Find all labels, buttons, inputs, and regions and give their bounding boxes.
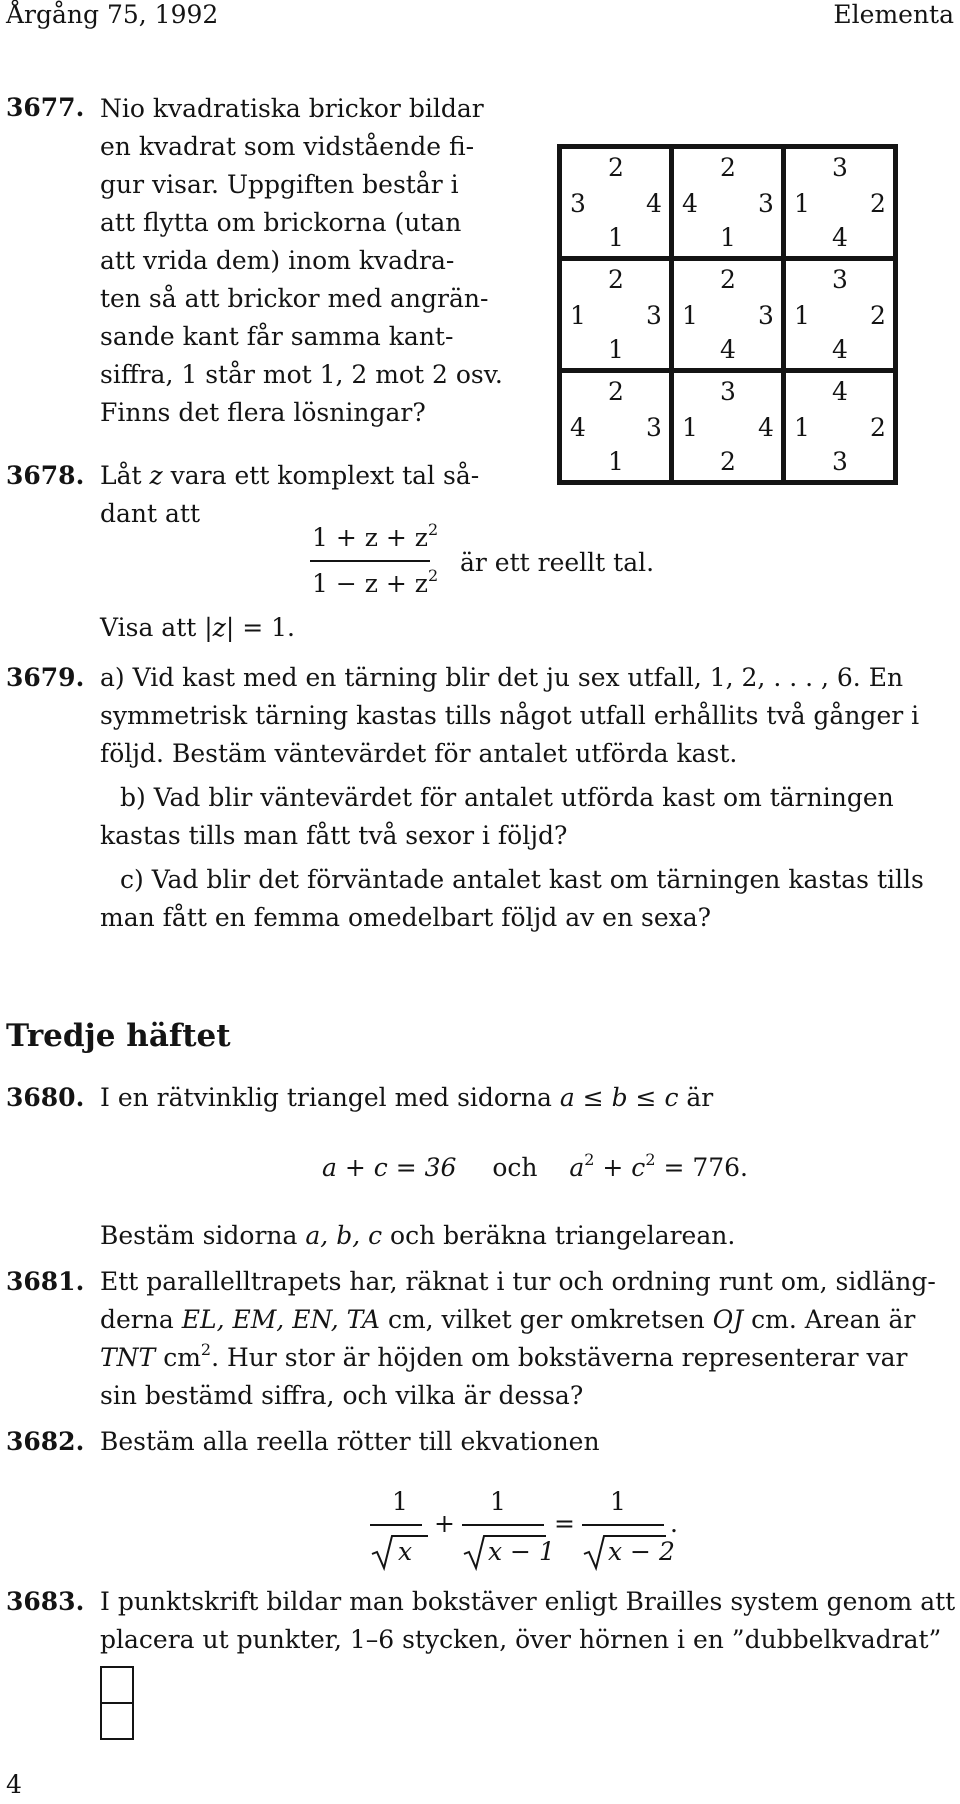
tile-left-number: 1 <box>794 189 810 218</box>
text-line: att flytta om brickorna (utan <box>100 208 462 237</box>
tile-top-number: 4 <box>832 377 848 406</box>
problem-number-3679: 3679. <box>6 663 85 692</box>
grid-line-horizontal <box>560 368 896 373</box>
var-x: x <box>398 1537 413 1566</box>
tile-left-number: 3 <box>570 189 586 218</box>
text-line: a) Vid kast med en tärning blir det ju sex utfall, 1, 2, . . . , 6. En <box>100 663 904 692</box>
problem-number-3680: 3680. <box>6 1083 85 1112</box>
tile-left-number: 1 <box>682 301 698 330</box>
numerator: 1 <box>610 1487 626 1516</box>
text-line: Nio kvadratiska brickor bildar <box>100 94 484 123</box>
inequality: a ≤ b ≤ c <box>559 1083 679 1112</box>
text-line: Ett parallelltrapets har, räknat i tur och ordning runt om, sidläng- <box>100 1267 936 1296</box>
denominator <box>398 1534 412 1570</box>
braille-square-bottom <box>100 1702 134 1740</box>
text-line: Bestäm alla reella rötter till ekvationen <box>100 1427 600 1456</box>
expr: x − 1 <box>488 1537 555 1566</box>
text: cm. Arean är <box>751 1305 916 1334</box>
fraction-bar <box>310 560 430 562</box>
eq2-c: + c <box>594 1153 646 1182</box>
equation-3682 <box>370 1484 700 1594</box>
tile-left-number: 1 <box>794 301 810 330</box>
grid-line-horizontal <box>560 480 896 485</box>
tile-right-number: 4 <box>646 189 662 218</box>
grid-line-vertical <box>781 144 786 485</box>
problem-3681-line3 <box>100 1340 907 1376</box>
problem-number-3677: 3677. <box>6 93 85 122</box>
variable: z <box>149 461 163 490</box>
text-line: I punktskrift bildar man bokstäver enligt Brailles system genom att <box>100 1587 956 1616</box>
text: I en rätvinklig triangel med sidorna <box>100 1083 552 1112</box>
tile-top-number: 3 <box>720 377 736 406</box>
tile-top-number: 2 <box>720 153 736 182</box>
exponent: 2 <box>645 1149 656 1169</box>
text-line: sin bestämd siffra, och vilka är dessa? <box>100 1381 584 1410</box>
tile-right-number: 3 <box>646 301 662 330</box>
text: Bestäm sidorna <box>100 1221 298 1250</box>
expr: x − 2 <box>608 1537 675 1566</box>
och: och <box>492 1153 538 1182</box>
grid-line-vertical <box>557 144 562 485</box>
problem-3681-line2 <box>100 1302 915 1338</box>
fraction-bar <box>582 1524 664 1526</box>
text-line: c) Vad blir det förväntade antalet kast om tärningen kastas tills <box>120 865 924 894</box>
problem-3680-line1 <box>100 1080 713 1116</box>
equals: = <box>554 1509 575 1538</box>
text: Visa att <box>100 613 197 642</box>
tile-bottom-number: 1 <box>720 223 736 252</box>
tile-left-number: 1 <box>682 413 698 442</box>
equation-1: a + c = 36 <box>322 1153 457 1182</box>
header-left: Årgång 75, 1992 <box>6 0 219 29</box>
text-line: siffra, 1 står mot 1, 2 mot 2 osv. <box>100 360 503 389</box>
tile-right-number: 3 <box>646 413 662 442</box>
tile-top-number: 2 <box>608 377 624 406</box>
abs-z: |z| <box>204 613 235 642</box>
text-line: symmetrisk tärning kastas tills något utfall erhållits två gånger i <box>100 701 920 730</box>
grid-line-vertical <box>669 144 674 485</box>
tile-bottom-number: 2 <box>720 447 736 476</box>
fraction-denominator <box>312 566 438 602</box>
tile-bottom-number: 4 <box>720 335 736 364</box>
tile-bottom-number: 3 <box>832 447 848 476</box>
sides: a, b, c <box>305 1221 383 1250</box>
tile-bottom-number: 4 <box>832 223 848 252</box>
problem-3680-line3 <box>100 1218 735 1254</box>
problem-3678-tail: är ett reellt tal. <box>460 548 655 577</box>
expr: 1 + z + z <box>312 523 428 552</box>
braille-square-top <box>100 1666 134 1704</box>
tile-left-number: 1 <box>570 301 586 330</box>
expr: 1 − z + z <box>312 569 428 598</box>
variable: OJ <box>712 1305 744 1334</box>
text-line: kastas tills man fått två sexor i följd? <box>100 821 568 850</box>
period: . <box>670 1509 678 1538</box>
text-line: placera ut punkter, 1–6 stycken, över hörnen i en ”dubbelkvadrat” <box>100 1625 942 1654</box>
tile-top-number: 2 <box>720 265 736 294</box>
text-line: Finns det flera lösningar? <box>100 398 426 427</box>
denominator <box>608 1534 675 1570</box>
grid-line-vertical <box>893 144 898 485</box>
grid-line-horizontal <box>560 256 896 261</box>
eq2-rhs: = 776. <box>655 1153 749 1182</box>
text: derna <box>100 1305 174 1334</box>
plus: + <box>434 1509 455 1538</box>
text-line: sande kant får samma kant- <box>100 322 454 351</box>
text: . Hur stor är höjden om bokstäverna representerar var <box>211 1343 908 1372</box>
tile-right-number: 2 <box>870 301 886 330</box>
variable: TNT <box>100 1343 156 1372</box>
eq2-a: a <box>569 1153 585 1182</box>
exponent: 2 <box>427 519 439 539</box>
problem-3677-text <box>100 90 503 432</box>
tile-bottom-number: 4 <box>832 335 848 364</box>
text-line: att vrida dem) inom kvadra- <box>100 246 455 275</box>
text-line: b) Vad blir väntevärdet för antalet utförda kast om tärningen <box>120 783 894 812</box>
text-line: ten så att brickor med angrän- <box>100 284 489 313</box>
tile-grid-figure <box>560 147 896 483</box>
exponent: 2 <box>427 565 439 585</box>
problem-3678-visa <box>100 610 295 646</box>
problem-3680-equations <box>322 1150 748 1186</box>
fraction-numerator <box>312 520 438 556</box>
text: vara ett komplext tal så- <box>170 461 480 490</box>
text: och beräkna triangelarean. <box>390 1221 736 1250</box>
text-line: man fått en femma omedelbart följd av en sexa? <box>100 903 712 932</box>
grid-line-horizontal <box>560 144 896 149</box>
tile-bottom-number: 1 <box>608 335 624 364</box>
text-line: följd. Bestäm väntevärdet för antalet utförda kast. <box>100 739 738 768</box>
tile-bottom-number: 1 <box>608 447 624 476</box>
problem-number-3678: 3678. <box>6 461 85 490</box>
tile-right-number: 3 <box>758 189 774 218</box>
fraction-bar <box>462 1524 544 1526</box>
denominator <box>488 1534 555 1570</box>
section-heading: Tredje häftet <box>6 1018 231 1054</box>
tile-top-number: 2 <box>608 265 624 294</box>
problem-number-3683: 3683. <box>6 1587 85 1616</box>
tile-top-number: 3 <box>832 265 848 294</box>
variables: EL, EM, EN, TA <box>181 1305 380 1334</box>
problem-number-3682: 3682. <box>6 1427 85 1456</box>
tile-right-number: 2 <box>870 189 886 218</box>
problem-3678-line1 <box>100 458 479 494</box>
text: är <box>686 1083 714 1112</box>
fraction-bar <box>370 1524 422 1526</box>
problem-3678-line2: dant att <box>100 499 200 528</box>
tile-right-number: 3 <box>758 301 774 330</box>
text: cm <box>163 1343 201 1372</box>
tile-left-number: 4 <box>570 413 586 442</box>
tile-right-number: 2 <box>870 413 886 442</box>
text: = 1. <box>242 613 295 642</box>
problem-number-3681: 3681. <box>6 1267 85 1296</box>
text-line: en kvadrat som vidstående fi- <box>100 132 475 161</box>
tile-left-number: 1 <box>794 413 810 442</box>
tile-left-number: 4 <box>682 189 698 218</box>
text: Låt <box>100 461 142 490</box>
exponent: 2 <box>584 1149 595 1169</box>
header-right: Elementa <box>833 0 954 29</box>
page-number: 4 <box>6 1770 22 1799</box>
exponent: 2 <box>200 1339 212 1359</box>
text: cm, vilket ger omkretsen <box>387 1305 705 1334</box>
tile-bottom-number: 1 <box>608 223 624 252</box>
tile-top-number: 3 <box>832 153 848 182</box>
numerator: 1 <box>490 1487 506 1516</box>
text-line: gur visar. Uppgiften består i <box>100 170 459 199</box>
tile-right-number: 4 <box>758 413 774 442</box>
numerator: 1 <box>392 1487 408 1516</box>
tile-top-number: 2 <box>608 153 624 182</box>
